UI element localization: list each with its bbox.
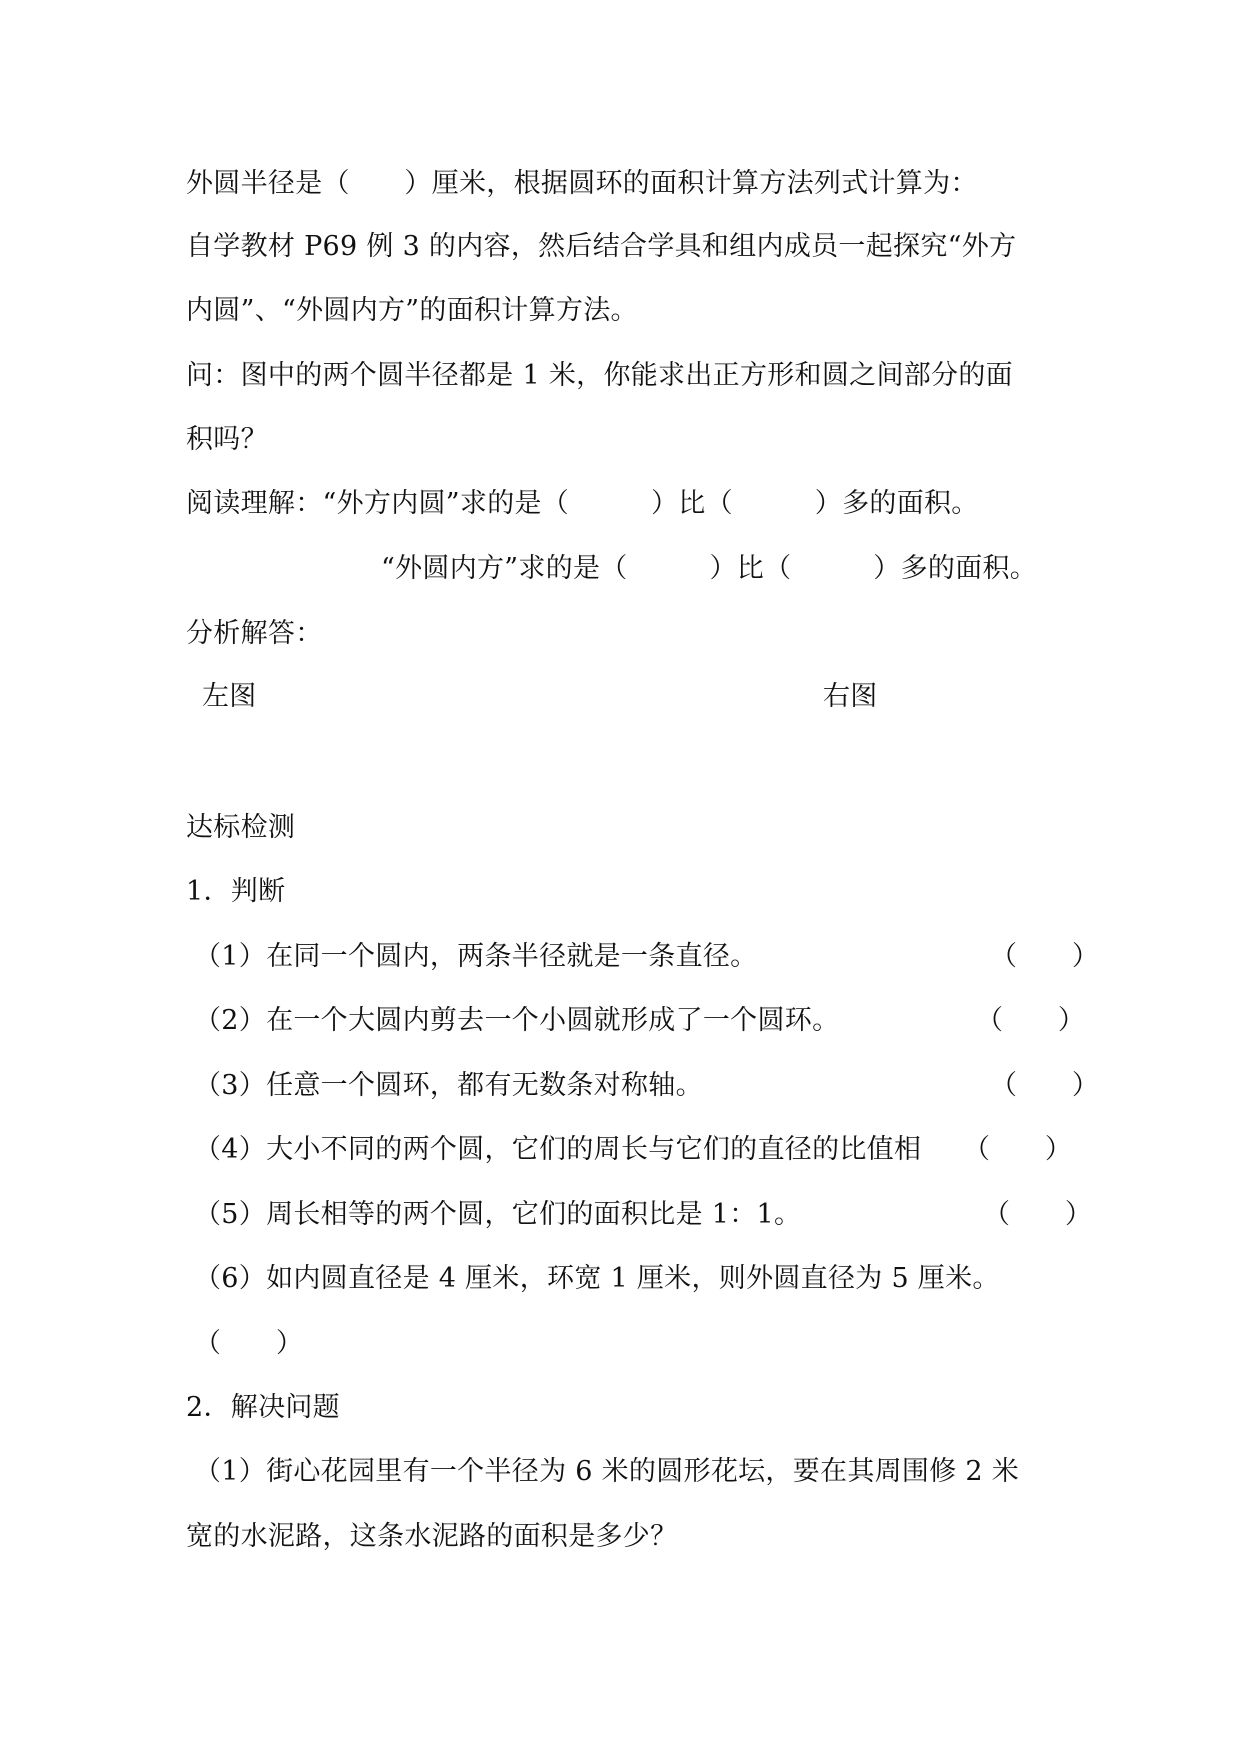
- reading-comprehension-line-2: “外圆内方”求的是（ ）比（ ）多的面积。: [381, 553, 1038, 584]
- self-study-line-1: 自学教材 P69 例 3 的内容，然后结合学具和组内成员一起探究“外方: [186, 231, 1017, 262]
- outer-radius-line: 外圆半径是（ ）厘米，根据圆环的面积计算方法列式计算为：: [186, 168, 978, 199]
- right-figure-label: 右图: [823, 681, 878, 712]
- judge-item-4-blank: （ ）: [963, 1134, 1073, 1165]
- judge-item-4-text: （4）大小不同的两个圆，它们的周长与它们的直径的比值相: [194, 1134, 922, 1165]
- judge-item-3-blank: （ ）: [990, 1070, 1100, 1101]
- judge-section-title: 1．判断: [186, 876, 286, 907]
- judge-item-5-blank: （ ）: [983, 1199, 1093, 1230]
- judge-item-2-blank: （ ）: [976, 1005, 1086, 1036]
- problems-section-title: 2．解决问题: [186, 1392, 340, 1423]
- judge-item-1-text: （1）在同一个圆内，两条半径就是一条直径。: [194, 941, 758, 972]
- judge-item-6-text: （6）如内圆直径是 4 厘米，环宽 1 厘米，则外圆直径为 5 厘米。: [194, 1263, 1000, 1294]
- left-figure-label: 左图: [202, 681, 257, 712]
- self-study-line-2: 内圆”、“外圆内方”的面积计算方法。: [186, 295, 638, 326]
- judge-item-5-text: （5）周长相等的两个圆，它们的面积比是 1：1。: [194, 1199, 802, 1230]
- judge-item-3-text: （3）任意一个圆环，都有无数条对称轴。: [194, 1070, 703, 1101]
- question-line-2: 积吗？: [186, 424, 268, 455]
- problem-1-line-2: 宽的水泥路，这条水泥路的面积是多少？: [186, 1521, 678, 1552]
- assessment-heading: 达标检测: [186, 812, 296, 843]
- analysis-label: 分析解答：: [186, 618, 323, 649]
- question-line-1: 问：图中的两个圆半径都是 1 米，你能求出正方形和圆之间部分的面: [186, 360, 1013, 391]
- judge-item-1-blank: （ ）: [990, 941, 1100, 972]
- judge-item-2-text: （2）在一个大圆内剪去一个小圆就形成了一个圆环。: [194, 1005, 840, 1036]
- problem-1-line-1: （1）街心花园里有一个半径为 6 米的圆形花坛，要在其周围修 2 米: [194, 1456, 1020, 1487]
- judge-item-6-blank: （ ）: [194, 1328, 304, 1359]
- reading-comprehension-line-1: 阅读理解：“外方内圆”求的是（ ）比（ ）多的面积。: [186, 488, 979, 519]
